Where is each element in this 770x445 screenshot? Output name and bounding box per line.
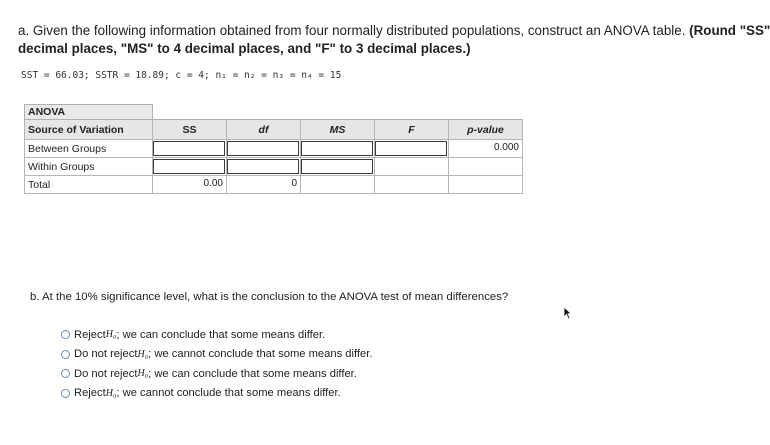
header-source: Source of Variation — [25, 120, 153, 140]
within-p-cell — [449, 158, 523, 176]
total-p-cell — [449, 176, 523, 194]
table-row-within — [25, 158, 523, 176]
header-f: F — [375, 120, 449, 140]
radio-button-icon[interactable] — [61, 389, 70, 398]
option-1[interactable]: Reject H₀ ; we can conclude that some means differ. — [61, 325, 372, 345]
mouse-cursor-icon — [563, 306, 572, 320]
radio-button-icon[interactable] — [61, 330, 70, 339]
radio-button-icon[interactable] — [61, 369, 70, 378]
between-f-input[interactable] — [375, 140, 449, 158]
header-ms: MS — [301, 120, 375, 140]
header-row — [25, 120, 523, 140]
header-df: df — [227, 120, 301, 140]
option-3[interactable]: Do not reject H₀ ; we can conclude that some means differ. — [61, 364, 372, 384]
total-ms-cell — [301, 176, 375, 194]
header-ss: SS — [153, 120, 227, 140]
option-4[interactable]: Reject H₀ ; we cannot conclude that some means differ. — [61, 384, 372, 404]
given-values: SST = 66.03; SSTR = 18.89; c = 4; n₁ = n₂ = n₃ = n₄ = 15 — [21, 70, 342, 81]
question-part-b: b. At the 10% significance level, what is the conclusion to the ANOVA test of mean differences? — [30, 291, 509, 303]
within-ms-input[interactable] — [301, 158, 375, 176]
within-f-cell — [375, 158, 449, 176]
table-row-between — [25, 140, 523, 158]
between-ms-input[interactable] — [301, 140, 375, 158]
total-f-cell — [375, 176, 449, 194]
anova-caption-row — [25, 105, 523, 120]
anova-caption: ANOVA — [25, 105, 153, 120]
table-row-total — [25, 176, 523, 194]
answer-options — [61, 325, 372, 403]
row-label-between: Between Groups — [25, 140, 153, 158]
between-ss-input[interactable] — [153, 140, 227, 158]
total-ss-value: 0.00 — [153, 176, 227, 194]
p-value-text: 0.000 — [493, 142, 519, 153]
question-part-a — [18, 22, 770, 58]
between-p-value — [449, 140, 523, 158]
total-df-value: 0 — [227, 176, 301, 194]
row-label-total: Total — [25, 176, 153, 194]
between-df-input[interactable] — [227, 140, 301, 158]
within-ss-input[interactable] — [153, 158, 227, 176]
rounding-instruction-2: decimal places, "MS" to 4 decimal places, and "F" to 3 decimal places.) — [18, 41, 471, 56]
rounding-instruction-1: (Round "SS" — [689, 23, 770, 38]
within-df-input[interactable] — [227, 158, 301, 176]
row-label-within: Within Groups — [25, 158, 153, 176]
radio-button-icon[interactable] — [61, 350, 70, 359]
option-2[interactable]: Do not reject H₀ ; we cannot conclude that some means differ. — [61, 345, 372, 365]
header-p: p-value — [449, 120, 523, 140]
anova-table — [24, 104, 523, 194]
question-a-text: a. Given the following information obtained from four normally distributed populations, construct an ANOVA table. — [18, 23, 690, 38]
